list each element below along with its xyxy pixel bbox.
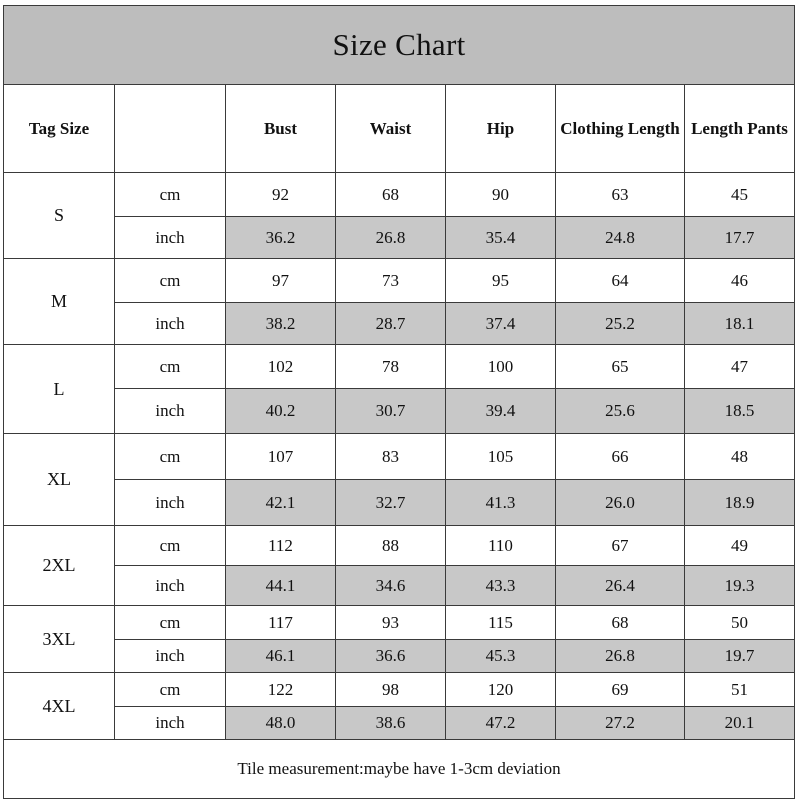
clothing-length-value: 25.6	[556, 389, 685, 434]
length-pants-value: 20.1	[685, 707, 795, 740]
bust-value: 38.2	[226, 303, 336, 345]
hip-value: 35.4	[446, 217, 556, 259]
length-pants-value: 51	[685, 673, 795, 707]
hip-value: 90	[446, 173, 556, 217]
unit-cell: inch	[115, 640, 226, 673]
waist-value: 98	[336, 673, 446, 707]
clothing-length-value: 63	[556, 173, 685, 217]
hip-value: 110	[446, 526, 556, 566]
hip-value: 47.2	[446, 707, 556, 740]
tag-size-cell: 2XL	[4, 526, 115, 606]
hip-value: 95	[446, 259, 556, 303]
tag-size-cell: XL	[4, 434, 115, 526]
clothing-length-value: 66	[556, 434, 685, 480]
waist-value: 30.7	[336, 389, 446, 434]
clothing-length-value: 64	[556, 259, 685, 303]
unit-cell: cm	[115, 673, 226, 707]
size-row-s-cm	[4, 173, 795, 217]
unit-cell: inch	[115, 707, 226, 740]
clothing-length-value: 65	[556, 345, 685, 389]
header-unit	[115, 85, 226, 173]
clothing-length-value: 26.4	[556, 566, 685, 606]
size-row-l-inch	[4, 389, 795, 434]
unit-cell: cm	[115, 345, 226, 389]
clothing-length-value: 26.0	[556, 480, 685, 526]
tag-size-cell: 3XL	[4, 606, 115, 673]
length-pants-value: 18.5	[685, 389, 795, 434]
chart-title: Size Chart	[4, 6, 795, 85]
bust-value: 122	[226, 673, 336, 707]
hip-value: 39.4	[446, 389, 556, 434]
bust-value: 42.1	[226, 480, 336, 526]
hip-value: 37.4	[446, 303, 556, 345]
length-pants-value: 50	[685, 606, 795, 640]
header-row	[4, 85, 795, 173]
size-row-s-inch	[4, 217, 795, 259]
bust-value: 117	[226, 606, 336, 640]
size-row-xl-inch	[4, 480, 795, 526]
size-chart-sheet	[3, 5, 794, 794]
tag-size-cell: S	[4, 173, 115, 259]
tag-size-cell: L	[4, 345, 115, 434]
hip-value: 120	[446, 673, 556, 707]
length-pants-value: 18.1	[685, 303, 795, 345]
length-pants-value: 47	[685, 345, 795, 389]
length-pants-value: 45	[685, 173, 795, 217]
waist-value: 68	[336, 173, 446, 217]
length-pants-value: 49	[685, 526, 795, 566]
hip-value: 43.3	[446, 566, 556, 606]
hip-value: 105	[446, 434, 556, 480]
bust-value: 107	[226, 434, 336, 480]
header-tag-size: Tag Size	[4, 85, 115, 173]
size-row-4xl-cm	[4, 673, 795, 707]
waist-value: 78	[336, 345, 446, 389]
waist-value: 32.7	[336, 480, 446, 526]
size-row-xl-cm	[4, 434, 795, 480]
bust-value: 92	[226, 173, 336, 217]
header-bust: Bust	[226, 85, 336, 173]
tag-size-cell: M	[4, 259, 115, 345]
waist-value: 38.6	[336, 707, 446, 740]
size-row-4xl-inch	[4, 707, 795, 740]
size-row-3xl-inch	[4, 640, 795, 673]
tag-size-cell: 4XL	[4, 673, 115, 740]
clothing-length-value: 68	[556, 606, 685, 640]
waist-value: 26.8	[336, 217, 446, 259]
bust-value: 40.2	[226, 389, 336, 434]
unit-cell: cm	[115, 173, 226, 217]
header-clothing-length: Clothing Length	[556, 85, 685, 173]
bust-value: 46.1	[226, 640, 336, 673]
length-pants-value: 19.7	[685, 640, 795, 673]
hip-value: 41.3	[446, 480, 556, 526]
bust-value: 36.2	[226, 217, 336, 259]
clothing-length-value: 27.2	[556, 707, 685, 740]
unit-cell: inch	[115, 303, 226, 345]
waist-value: 93	[336, 606, 446, 640]
unit-cell: inch	[115, 389, 226, 434]
waist-value: 83	[336, 434, 446, 480]
clothing-length-value: 25.2	[556, 303, 685, 345]
unit-cell: inch	[115, 566, 226, 606]
clothing-length-value: 69	[556, 673, 685, 707]
length-pants-value: 18.9	[685, 480, 795, 526]
unit-cell: inch	[115, 480, 226, 526]
header-length-pants: Length Pants	[685, 85, 795, 173]
waist-value: 88	[336, 526, 446, 566]
length-pants-value: 46	[685, 259, 795, 303]
header-waist: Waist	[336, 85, 446, 173]
size-row-2xl-inch	[4, 566, 795, 606]
size-row-m-cm	[4, 259, 795, 303]
size-row-3xl-cm	[4, 606, 795, 640]
unit-cell: inch	[115, 217, 226, 259]
measurement-note: Tile measurement:maybe have 1-3cm deviation	[4, 740, 795, 799]
header-hip: Hip	[446, 85, 556, 173]
hip-value: 100	[446, 345, 556, 389]
length-pants-value: 19.3	[685, 566, 795, 606]
unit-cell: cm	[115, 259, 226, 303]
length-pants-value: 48	[685, 434, 795, 480]
unit-cell: cm	[115, 606, 226, 640]
bust-value: 102	[226, 345, 336, 389]
bust-value: 97	[226, 259, 336, 303]
clothing-length-value: 67	[556, 526, 685, 566]
size-row-m-inch	[4, 303, 795, 345]
hip-value: 45.3	[446, 640, 556, 673]
size-chart-table	[3, 5, 795, 799]
length-pants-value: 17.7	[685, 217, 795, 259]
clothing-length-value: 24.8	[556, 217, 685, 259]
waist-value: 73	[336, 259, 446, 303]
bust-value: 48.0	[226, 707, 336, 740]
bust-value: 112	[226, 526, 336, 566]
waist-value: 28.7	[336, 303, 446, 345]
waist-value: 36.6	[336, 640, 446, 673]
clothing-length-value: 26.8	[556, 640, 685, 673]
size-row-l-cm	[4, 345, 795, 389]
bust-value: 44.1	[226, 566, 336, 606]
hip-value: 115	[446, 606, 556, 640]
unit-cell: cm	[115, 526, 226, 566]
size-row-2xl-cm	[4, 526, 795, 566]
waist-value: 34.6	[336, 566, 446, 606]
unit-cell: cm	[115, 434, 226, 480]
